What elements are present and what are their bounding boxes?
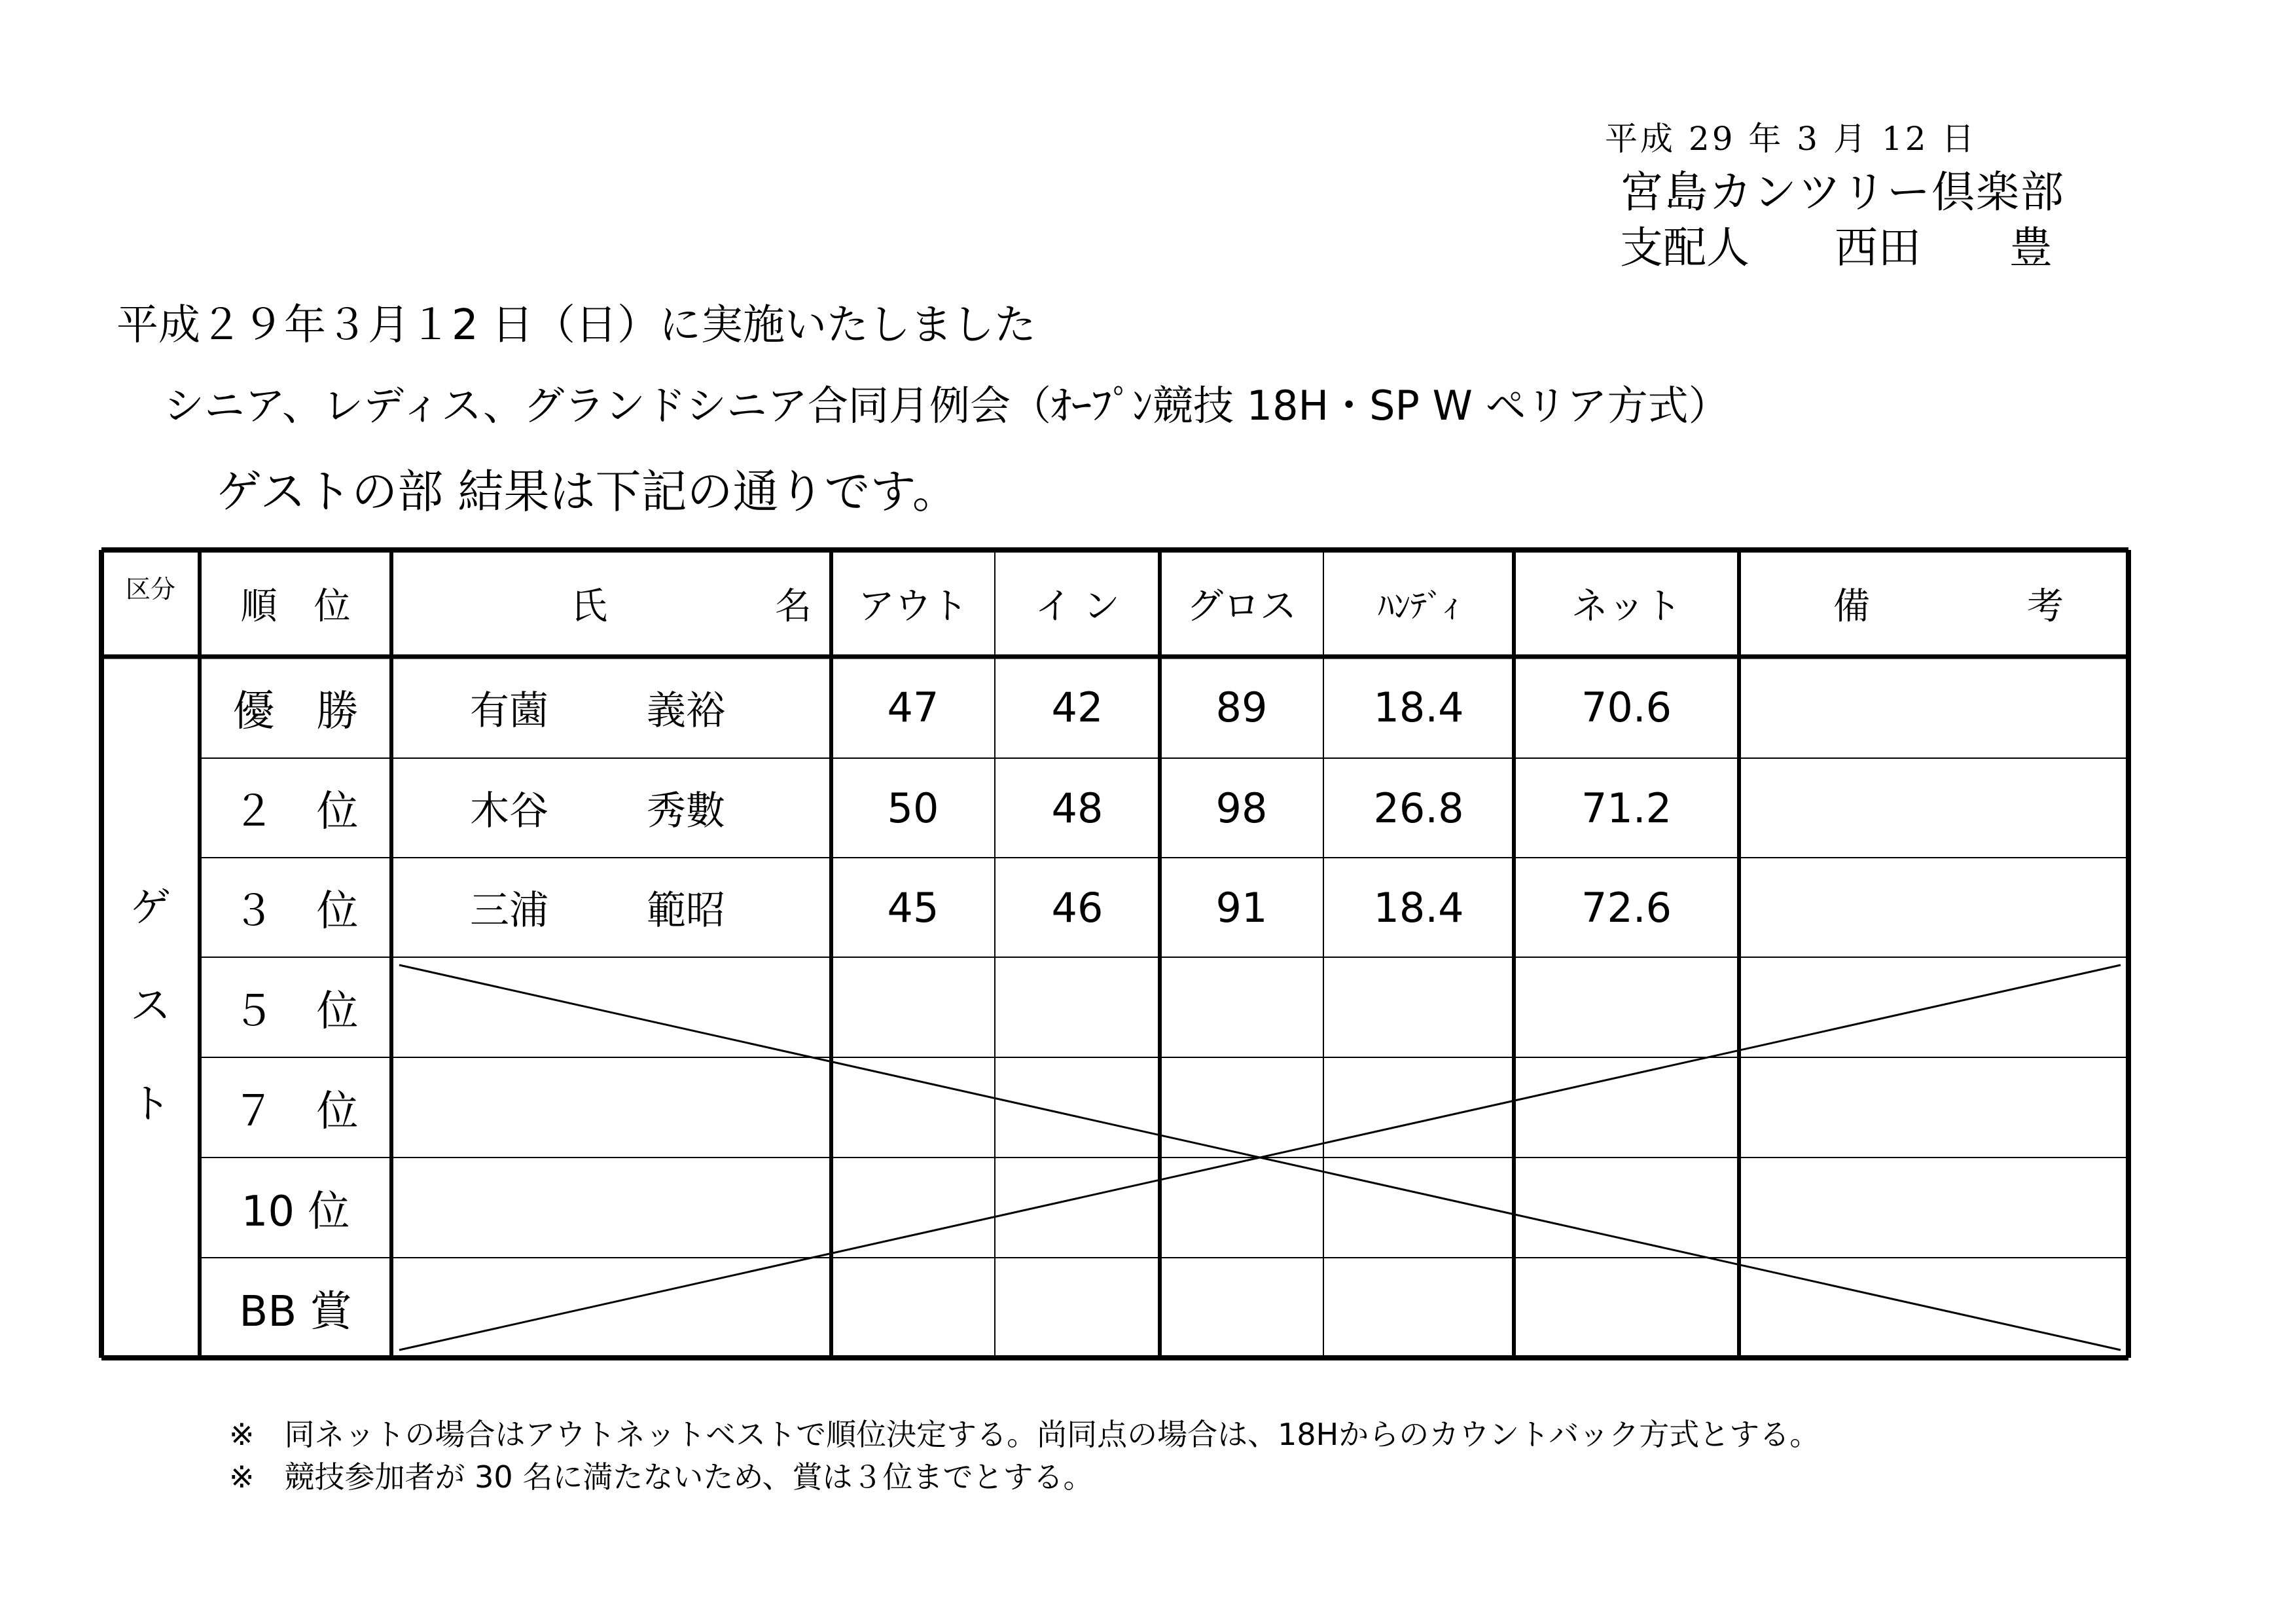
header-name-left: 氏 <box>571 585 607 628</box>
header-category: 区分 <box>125 575 175 604</box>
score-gross: 98 <box>1215 784 1268 832</box>
score-out: 47 <box>887 684 939 731</box>
score-in <box>995 1057 1160 1158</box>
player-given-name <box>647 1057 804 1158</box>
score-handicap <box>1323 957 1514 1057</box>
score-out <box>831 957 995 1057</box>
score-in <box>995 1158 1160 1258</box>
score-out: 50 <box>887 784 939 832</box>
category-char: ト <box>130 1079 171 1127</box>
club-name: 宮島カンツリー倶楽部 <box>1620 167 2065 217</box>
score-gross <box>1160 1158 1323 1258</box>
player-surname <box>470 1057 614 1158</box>
manager-title: 支配人 <box>1620 223 1749 273</box>
score-handicap <box>1323 1057 1514 1158</box>
score-handicap <box>1323 1258 1514 1358</box>
player-given-name <box>647 957 804 1057</box>
remarks-cell <box>1739 1057 2128 1158</box>
intro-date-line: 平成２９年３月１2 日（日）に実施いたしました <box>117 301 1037 350</box>
remarks-cell <box>1739 758 2128 858</box>
player-surname: 有薗 <box>470 687 548 734</box>
player-surname <box>470 957 614 1057</box>
player-given-name: 範昭 <box>647 888 725 934</box>
score-handicap: 18.4 <box>1373 883 1464 932</box>
score-net: 71.2 <box>1581 784 1672 832</box>
score-out <box>831 1258 995 1358</box>
score-gross <box>1160 1057 1323 1158</box>
remarks-cell <box>1739 657 2128 758</box>
rank-cell: ２ 位 <box>232 788 359 836</box>
category-char: ス <box>130 981 171 1029</box>
header-rank: 順 位 <box>240 585 351 628</box>
note-2: ※ 競技参加者が 30 名に満たないため、賞は３位までとする。 <box>229 1459 1094 1495</box>
score-handicap: 26.8 <box>1373 784 1464 832</box>
score-net: 70.6 <box>1581 684 1672 731</box>
player-surname: 三浦 <box>470 888 548 934</box>
remarks-cell <box>1739 957 2128 1057</box>
header-handicap: ﾊﾝﾃﾞｨ <box>1378 587 1460 625</box>
intro-result-line: ゲストの部 結果は下記の通りです。 <box>216 465 958 519</box>
player-given-name: 秀數 <box>647 788 725 834</box>
score-out <box>831 1158 995 1258</box>
score-out <box>831 1057 995 1158</box>
header-remarks-left: 備 <box>1833 585 1870 628</box>
score-in <box>995 957 1160 1057</box>
header-net: ネット <box>1571 585 1681 628</box>
document-date: 平成 29 年 3 月 12 日 <box>1605 120 1977 158</box>
player-surname <box>470 1158 614 1258</box>
category-char: ゲ <box>130 883 171 931</box>
rank-cell: 優 勝 <box>232 687 359 736</box>
remarks-cell <box>1739 1158 2128 1258</box>
rank-cell: ７ 位 <box>232 1087 359 1136</box>
manager-surname: 西田 <box>1835 223 1921 273</box>
player-surname: 木谷 <box>470 788 548 834</box>
rank-cell: 10 位 <box>241 1187 350 1236</box>
score-in: 48 <box>1051 784 1103 832</box>
intro-event-line: シニア、レディス、グランドシニア合同月例会（ｵｰﾌﾟﾝ競技 18H・SP W ペリア方式） <box>164 382 1729 429</box>
rank-cell: ５ 位 <box>232 987 359 1036</box>
score-net: 72.6 <box>1581 883 1672 932</box>
score-in: 42 <box>1051 684 1103 731</box>
manager-given: 豊 <box>2009 223 2053 273</box>
score-gross: 91 <box>1215 883 1268 932</box>
score-gross <box>1160 1258 1323 1358</box>
player-surname <box>470 1258 614 1358</box>
player-given-name <box>647 1258 804 1358</box>
player-given-name <box>647 1158 804 1258</box>
player-given-name: 義裕 <box>647 687 725 734</box>
score-net <box>1514 1158 1739 1258</box>
score-in <box>995 1258 1160 1358</box>
header-name-right: 名 <box>775 585 812 628</box>
header-in: イ ン <box>1035 585 1120 628</box>
score-net <box>1514 957 1739 1057</box>
score-gross: 89 <box>1215 684 1268 731</box>
rank-cell: BB 賞 <box>239 1287 352 1336</box>
header-remarks-right: 考 <box>2027 585 2064 628</box>
score-in: 46 <box>1051 883 1103 932</box>
score-net <box>1514 1057 1739 1158</box>
header-out: アウト <box>858 585 968 628</box>
remarks-cell <box>1739 1258 2128 1358</box>
score-out: 45 <box>887 883 939 932</box>
score-net <box>1514 1258 1739 1358</box>
score-handicap <box>1323 1158 1514 1258</box>
header-gross: グロス <box>1187 585 1297 628</box>
score-gross <box>1160 957 1323 1057</box>
note-1: ※ 同ネットの場合はアウトネットベストで順位決定する。尚同点の場合は、18Hからのカウントバック方式とする。 <box>229 1417 1820 1452</box>
rank-cell: ３ 位 <box>232 887 359 936</box>
score-handicap: 18.4 <box>1373 684 1464 731</box>
remarks-cell <box>1739 858 2128 957</box>
